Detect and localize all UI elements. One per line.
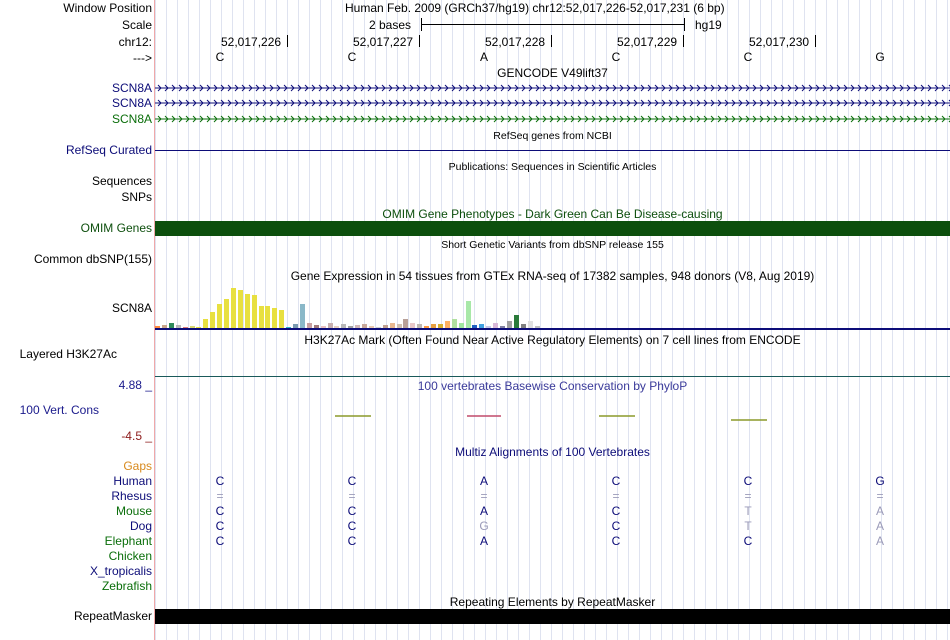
scale-bar (421, 24, 685, 25)
gencode-transcript-1[interactable] (155, 83, 950, 93)
species-label-rhesus[interactable]: Rhesus (111, 489, 152, 503)
aligned-base: A (875, 534, 884, 548)
aligned-base: C (611, 474, 621, 488)
reference-base: C (743, 50, 753, 64)
aligned-base: G (875, 474, 885, 488)
species-label-mouse[interactable]: Mouse (115, 504, 152, 518)
track-label-h3k27ac[interactable]: Layered H3K27Ac (19, 347, 117, 361)
gtex-tissue-bar[interactable] (403, 319, 408, 328)
track-label-scn8a-3[interactable]: SCN8A (111, 112, 152, 126)
dbsnp-track-title: Short Genetic Variants from dbSNP release 155 (441, 239, 664, 251)
gtex-tissue-bar[interactable] (265, 306, 270, 328)
coord-label: 52,017,229 (617, 35, 678, 49)
aligned-base: A (479, 534, 488, 548)
aligned-base: C (215, 474, 225, 488)
omim-track-title: OMIM Gene Phenotypes - Dark Green Can Be Disease-causing (382, 207, 723, 221)
track-label-sequences[interactable]: Sequences (91, 174, 152, 188)
gtex-tissue-bar[interactable] (300, 304, 305, 328)
species-label-xtropicalis[interactable]: X_tropicalis (89, 564, 152, 578)
gtex-baseline (155, 328, 950, 330)
reference-base: C (215, 50, 225, 64)
gtex-tissue-bar[interactable] (231, 288, 236, 328)
aligned-base: C (347, 474, 357, 488)
track-label-repeatmasker[interactable]: RepeatMasker (73, 609, 152, 623)
coord-tick (287, 35, 288, 47)
coord-tick (419, 35, 420, 47)
gtex-tissue-bar[interactable] (279, 310, 284, 328)
coord-tick (815, 35, 816, 47)
gtex-tissue-bar[interactable] (259, 306, 264, 328)
h3k27ac-baseline (155, 376, 950, 377)
aligned-base: C (611, 504, 621, 518)
scale-bar-left-tick (421, 18, 422, 31)
gtex-track-title: Gene Expression in 54 tissues from GTEx RNA-seq of 17382 samples, 948 donors (V8, Aug 2019) (290, 269, 815, 283)
refseq-gene-line[interactable] (155, 150, 950, 151)
aligned-base: = (348, 489, 356, 503)
aligned-base: C (347, 534, 357, 548)
gencode-transcript-2[interactable] (155, 98, 950, 108)
aligned-base: = (612, 489, 620, 503)
reference-base: C (347, 50, 357, 64)
window-position-text: Human Feb. 2009 (GRCh37/hg19) chr12:52,017,226-52,017,231 (6 bp) (345, 1, 725, 15)
aligned-base: A (479, 474, 488, 488)
gtex-tissue-bar[interactable] (452, 319, 457, 328)
track-label-gtex[interactable]: SCN8A (111, 301, 152, 315)
species-label-human[interactable]: Human (113, 474, 152, 488)
aligned-base: A (479, 504, 488, 518)
gtex-bar-chart[interactable] (155, 284, 535, 328)
publications-track-title: Publications: Sequences in Scientific Articles (448, 161, 657, 173)
aligned-base: = (216, 489, 224, 503)
gtex-tissue-bar[interactable] (217, 304, 222, 328)
gtex-tissue-bar[interactable] (528, 321, 533, 328)
scale-bar-right-tick (684, 18, 685, 31)
phylop-signal[interactable] (155, 410, 950, 426)
aligned-base: C (215, 519, 225, 533)
track-label-refseq[interactable]: RefSeq Curated (65, 143, 152, 157)
track-label-phylop[interactable]: 100 Vert. Cons (19, 403, 99, 417)
aligned-base: C (347, 519, 357, 533)
aligned-base: T (744, 504, 752, 518)
reference-base: A (479, 50, 488, 64)
coord-label: 52,017,227 (353, 35, 414, 49)
aligned-base: C (611, 534, 621, 548)
aligned-base: T (744, 519, 752, 533)
aligned-base: C (347, 504, 357, 518)
species-label-elephant[interactable]: Elephant (104, 534, 152, 548)
coord-tick (683, 35, 684, 47)
multiz-track-title: Multiz Alignments of 100 Vertebrates (455, 445, 650, 459)
assembly-text: hg19 (695, 18, 722, 32)
phylop-track-title: 100 vertebrates Basewise Conservation by PhyloP (417, 379, 688, 393)
aligned-base: C (611, 519, 621, 533)
gtex-tissue-bar[interactable] (507, 321, 512, 328)
track-label-snps[interactable]: SNPs (121, 190, 152, 204)
refseq-track-title: RefSeq genes from NCBI (493, 130, 612, 142)
gtex-tissue-bar[interactable] (203, 319, 208, 328)
gtex-tissue-bar[interactable] (466, 301, 471, 329)
aligned-base: C (743, 534, 753, 548)
aligned-base: C (215, 504, 225, 518)
gtex-tissue-bar[interactable] (245, 294, 250, 328)
chrom-label: chr12: (118, 35, 152, 49)
aligned-base: A (875, 504, 884, 518)
aligned-base: = (876, 489, 884, 503)
gtex-tissue-bar[interactable] (252, 295, 257, 328)
gtex-tissue-bar[interactable] (238, 290, 243, 329)
gtex-tissue-bar[interactable] (514, 315, 519, 328)
gtex-tissue-bar[interactable] (224, 299, 229, 328)
strand-label: ---> (133, 51, 152, 65)
coord-tick (551, 35, 552, 47)
reference-base: G (875, 50, 885, 64)
gencode-transcript-3[interactable] (155, 114, 950, 124)
coord-label: 52,017,230 (749, 35, 810, 49)
phylop-min-label: -4.5 _ (121, 429, 152, 443)
aligned-base: = (480, 489, 488, 503)
coord-label: 52,017,226 (221, 35, 282, 49)
track-label-scn8a-2[interactable]: SCN8A (111, 96, 152, 110)
repeatmasker-bar[interactable] (155, 609, 950, 624)
species-label-chicken[interactable]: Chicken (108, 549, 152, 563)
gtex-tissue-bar[interactable] (445, 321, 450, 328)
aligned-base: C (215, 534, 225, 548)
coord-label: 52,017,228 (485, 35, 546, 49)
gtex-tissue-bar[interactable] (272, 308, 277, 328)
reference-base: C (611, 50, 621, 64)
species-label-dog[interactable]: Dog (129, 519, 152, 533)
track-label-scn8a-1[interactable]: SCN8A (111, 81, 152, 95)
track-labels-panel (0, 0, 154, 640)
track-label-omim[interactable]: OMIM Genes (80, 221, 152, 235)
repeatmasker-track-title: Repeating Elements by RepeatMasker (449, 595, 656, 609)
aligned-base: A (875, 519, 884, 533)
species-label-zebrafish[interactable]: Zebrafish (101, 579, 152, 593)
track-label-dbsnp[interactable]: Common dbSNP(155) (33, 252, 152, 266)
scale-label: Scale (121, 18, 152, 32)
phylop-max-label: 4.88 _ (118, 378, 152, 392)
window-position-label: Window Position (63, 1, 152, 15)
omim-gene-bar[interactable] (155, 221, 950, 236)
scale-text: 2 bases (369, 18, 412, 32)
gencode-track-title: GENCODE V49lift37 (497, 66, 608, 80)
h3k27ac-track-title: H3K27Ac Mark (Often Found Near Active Regulatory Elements) on 7 cell lines from ENCODE (304, 333, 801, 347)
aligned-base: = (744, 489, 752, 503)
gtex-tissue-bar[interactable] (210, 312, 215, 329)
track-image-panel[interactable] (155, 0, 950, 640)
aligned-base: G (479, 519, 489, 533)
aligned-base: C (743, 474, 753, 488)
track-label-gaps[interactable]: Gaps (123, 459, 152, 473)
